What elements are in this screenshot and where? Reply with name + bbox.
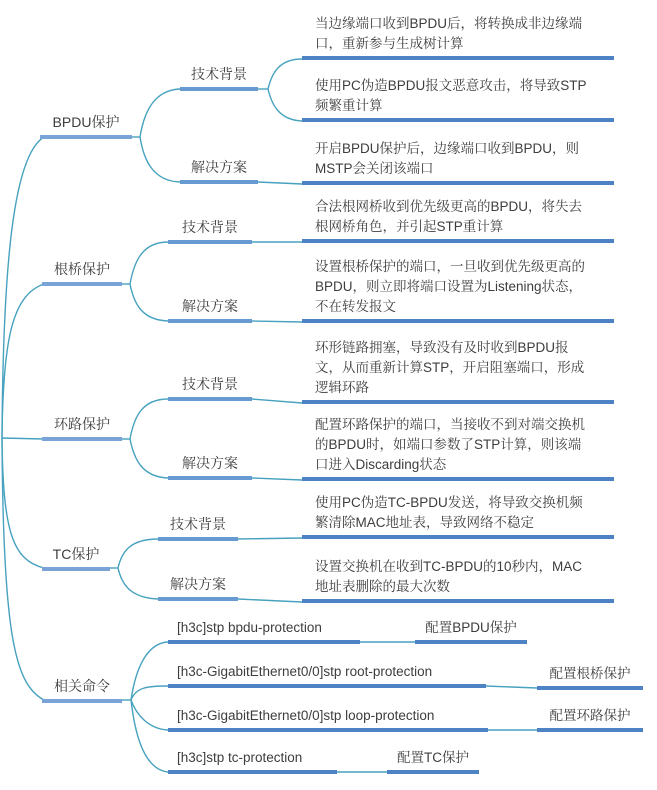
command-desc-loop[interactable]: 配置环路保护 bbox=[537, 706, 643, 732]
command-root-protection[interactable]: [h3c-GigabitEthernet0/0]stp root-protection bbox=[168, 662, 486, 688]
leaf-loop-background[interactable]: 环形链路拥塞，导致没有及时收到BPDU报文，从而重新计算STP，开启阻塞端口，形成逻辑环路 bbox=[302, 338, 614, 404]
leaf-tc-solution[interactable]: 设置交换机在收到TC-BPDU的10秒内，MAC地址表删除的最大次数 bbox=[302, 557, 614, 603]
connector-line bbox=[140, 89, 180, 137]
leaf-bpdu-solution[interactable]: 开启BPDU保护后，边缘端口收到BPDU，则MSTP会关闭该端口 bbox=[302, 139, 614, 185]
label-root-solution[interactable]: 解决方案 bbox=[168, 296, 252, 323]
branch-root-protection[interactable]: 根桥保护 bbox=[42, 259, 122, 286]
connector-line bbox=[118, 539, 158, 568]
branch-loop-protection[interactable]: 环路保护 bbox=[42, 414, 122, 441]
connector-line bbox=[486, 686, 537, 688]
connector-line bbox=[268, 59, 302, 89]
label-bpdu-tech-background[interactable]: 技术背景 bbox=[180, 64, 258, 91]
branch-bpdu-protection[interactable]: BPDU保护 bbox=[40, 112, 132, 139]
command-desc-tc[interactable]: 配置TC保护 bbox=[387, 748, 479, 774]
connector-line bbox=[268, 89, 302, 121]
label-bpdu-solution[interactable]: 解决方案 bbox=[180, 157, 258, 184]
connector-line bbox=[130, 284, 168, 321]
connector-line bbox=[238, 599, 302, 602]
command-desc-bpdu[interactable]: 配置BPDU保护 bbox=[415, 618, 527, 644]
leaf-tc-background[interactable]: 使用PC伪造TC-BPDU发送，将导致交换机频繁清除MAC地址表，导致网络不稳定 bbox=[302, 493, 614, 539]
command-tc-protection[interactable]: [h3c]stp tc-protection bbox=[168, 748, 337, 774]
connector-line bbox=[130, 439, 168, 478]
connector-line bbox=[252, 478, 302, 480]
connector-line bbox=[2, 438, 44, 700]
connector-line bbox=[118, 568, 158, 599]
leaf-root-solution[interactable]: 设置根桥保护的端口，一旦收到优先级更高的BPDU，则立即将端口设置为Listening状态，不在转发报文 bbox=[302, 257, 614, 323]
label-tc-tech-background[interactable]: 技术背景 bbox=[158, 514, 238, 541]
command-bpdu-protection[interactable]: [h3c]stp bpdu-protection bbox=[168, 618, 360, 644]
connector-line bbox=[2, 284, 44, 438]
leaf-loop-solution[interactable]: 配置环路保护的端口，当接收不到对端交换机的BPDU时，如端口参数了STP计算，则该端口进入Discarding状态 bbox=[302, 415, 614, 481]
label-loop-tech-background[interactable]: 技术背景 bbox=[168, 374, 252, 401]
connector-line bbox=[140, 137, 180, 182]
connector-line bbox=[2, 438, 44, 568]
connector-line bbox=[252, 321, 302, 322]
connector-line bbox=[258, 182, 302, 184]
leaf-bpdu-background-1[interactable]: 当边缘端口收到BPDU后，将转换成非边缘端口，重新参与生成树计算 bbox=[302, 14, 614, 60]
connector-line bbox=[131, 700, 168, 730]
label-tc-solution[interactable]: 解决方案 bbox=[158, 574, 238, 601]
connector-line bbox=[131, 686, 168, 700]
leaf-bpdu-background-2[interactable]: 使用PC伪造BPDU报文恶意攻击，将导致STP频繁重计算 bbox=[302, 76, 614, 122]
connector-line bbox=[2, 438, 44, 439]
label-root-tech-background[interactable]: 技术背景 bbox=[168, 217, 252, 244]
connector-line bbox=[252, 399, 302, 403]
command-desc-root[interactable]: 配置根桥保护 bbox=[537, 664, 643, 690]
label-loop-solution[interactable]: 解决方案 bbox=[168, 453, 252, 480]
leaf-root-background[interactable]: 合法根网桥收到优先级更高的BPDU，将失去根网桥角色，并引起STP重计算 bbox=[302, 197, 614, 243]
connector-line bbox=[130, 399, 168, 439]
connector-line bbox=[238, 538, 302, 539]
connector-line bbox=[130, 242, 168, 284]
branch-tc-protection[interactable]: TC保护 bbox=[42, 544, 110, 571]
command-loop-protection[interactable]: [h3c-GigabitEthernet0/0]stp loop-protection bbox=[168, 706, 488, 732]
branch-commands[interactable]: 相关命令 bbox=[42, 676, 122, 703]
